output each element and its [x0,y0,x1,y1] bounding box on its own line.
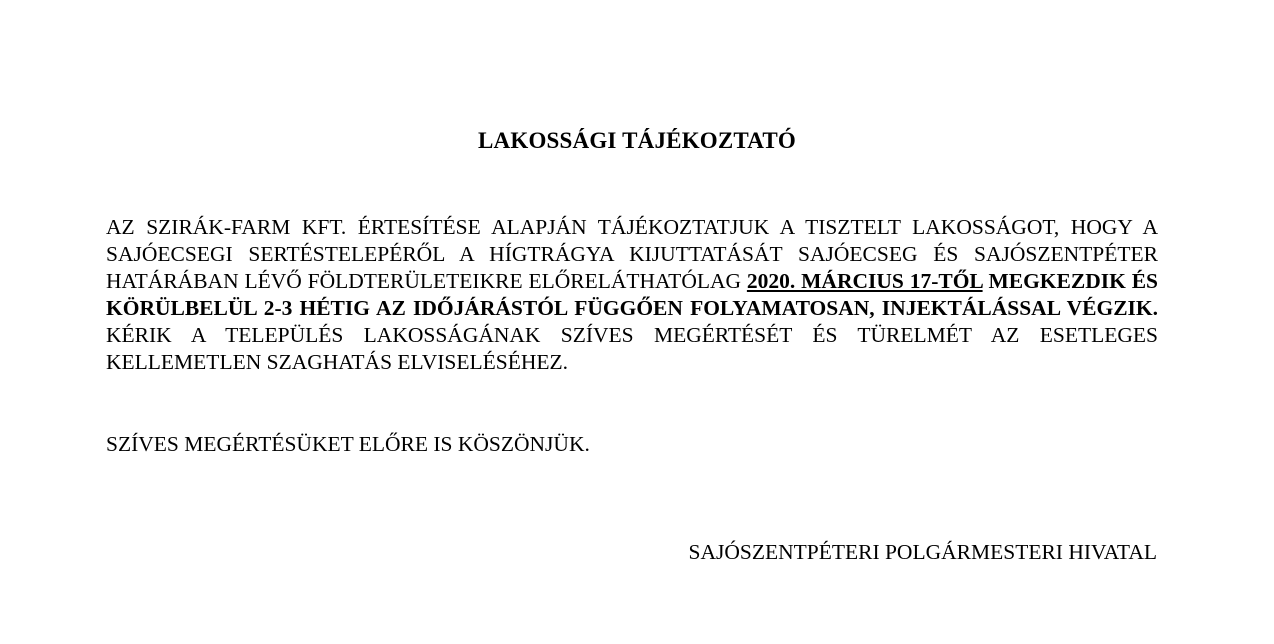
notice-paragraph [106,214,1158,376]
notice-outro-text: KÉRIK A TELEPÜLÉS LAKOSSÁGÁNAK SZÍVES MEGÉRTÉSÉT ÉS TÜRELMÉT AZ ESETLEGES KELLEMETLEN SZAGHATÁS ELVISELÉSÉHEZ. [106,323,1158,374]
thanks-line: SZÍVES MEGÉRTÉSÜKET ELŐRE IS KÖSZÖNJÜK. [106,432,590,456]
document-title: LAKOSSÁGI TÁJÉKOZTATÓ [478,128,796,153]
start-date-text: 2020. MÁRCIUS 17-TŐL [746,269,983,293]
signature-line: SAJÓSZENTPÉTERI POLGÁRMESTERI HIVATAL [688,540,1157,564]
schedule-bold-text: MEGKEZDIK ÉS KÖRÜLBELÜL 2-3 HÉTIG AZ IDŐJÁRÁSTÓL FÜGGŐEN FOLYAMATOSAN, INJEKTÁLÁSSAL VÉGZIK. [106,269,1158,320]
notice-intro-text: AZ SZIRÁK-FARM KFT. ÉRTESÍTÉSE ALAPJÁN TÁJÉKOZTATJUK A TISZTELT LAKOSSÁGOT, HOGY A SAJÓECSEGI SERTÉSTELEPÉRŐL A HÍGTRÁGYA KIJUTTATÁSÁT SAJÓECSEG ÉS SAJÓSZENTPÉTER HATÁRÁBAN LÉVŐ FÖLDTERÜLETEIKRE ELŐRELÁTHATÓLAG [106,215,1158,293]
